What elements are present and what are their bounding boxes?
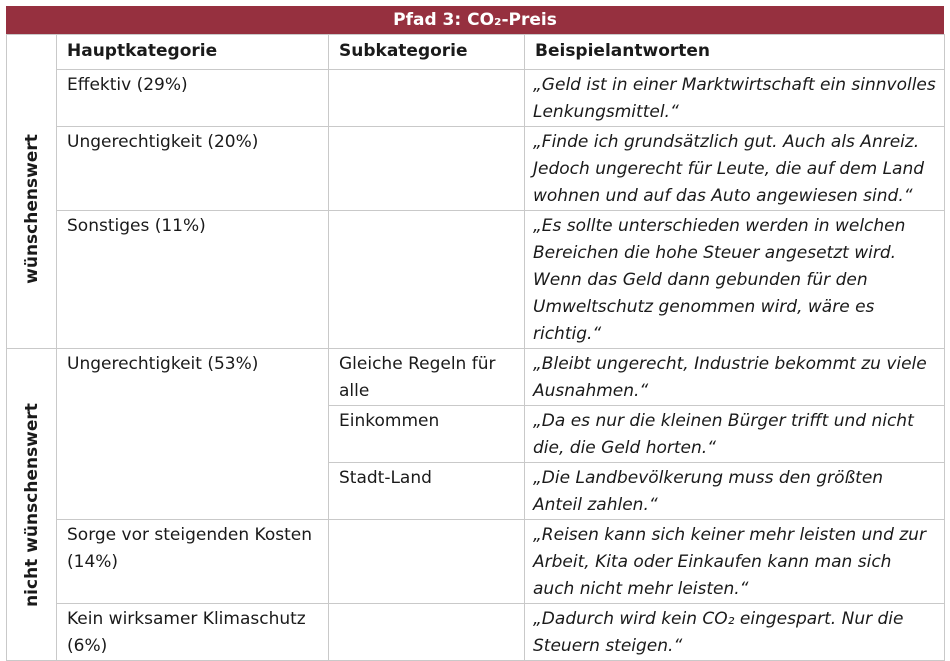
group-label-nicht-wuenschenswert: nicht wünschenswert: [21, 402, 42, 607]
beispielantwort-cell: „Die Landbevölkerung muss den größten Anteil zahlen.“: [525, 463, 945, 520]
subkategorie-cell: [329, 604, 525, 661]
beispielantwort-cell: „Finde ich grundsätzlich gut. Auch als Anreiz. Jedoch ungerecht für Leute, die auf dem Land wohnen und auf das Auto angewiesen sind.“: [525, 127, 945, 211]
table-row: [7, 70, 945, 127]
header-row: [7, 35, 945, 70]
subkategorie-cell: Stadt-Land: [329, 463, 525, 520]
table-row: [7, 211, 945, 349]
beispielantwort-cell: „Bleibt ungerecht, Industrie bekommt zu viele Ausnahmen.“: [525, 349, 945, 406]
group-label-cell: [7, 349, 57, 661]
table-row: [7, 127, 945, 211]
header-subkategorie: Subkategorie: [329, 35, 525, 70]
header-beispielantworten: Beispielantworten: [525, 35, 945, 70]
beispielantwort-cell: „Geld ist in einer Marktwirtschaft ein sinnvolles Lenkungsmittel.“: [525, 70, 945, 127]
subkategorie-cell: [329, 70, 525, 127]
beispielantwort-cell: „Dadurch wird kein CO₂ eingespart. Nur die Steuern steigen.“: [525, 604, 945, 661]
category-table: [6, 34, 945, 661]
subkategorie-cell: [329, 211, 525, 349]
subkategorie-cell: Einkommen: [329, 406, 525, 463]
group-label-wuenschenswert: wünschenswert: [21, 133, 42, 284]
table-row: [7, 349, 945, 406]
beispielantwort-cell: [525, 211, 945, 349]
header-hauptkategorie: Hauptkategorie: [57, 35, 329, 70]
table-container: [6, 6, 944, 661]
table-title: Pfad 3: CO₂-Preis: [6, 6, 944, 34]
subkategorie-cell: [329, 127, 525, 211]
quote-line: Wenn das Geld dann gebunden für den Umweltschutz genommen wird, wäre es richtig.“: [533, 270, 875, 344]
hauptkategorie-cell: Effektiv (29%): [57, 70, 329, 127]
hauptkategorie-cell: Ungerechtigkeit (20%): [57, 127, 329, 211]
beispielantwort-cell: „Reisen kann sich keiner mehr leisten und zur Arbeit, Kita oder Einkaufen kann man sich auch nicht mehr leisten.“: [525, 520, 945, 604]
hauptkategorie-cell: Sorge vor steigenden Kosten (14%): [57, 520, 329, 604]
subkategorie-cell: [329, 520, 525, 604]
subkategorie-cell: Gleiche Regeln für alle: [329, 349, 525, 406]
group-label-cell: [7, 70, 57, 349]
table-row: [7, 604, 945, 661]
hauptkategorie-cell: Kein wirksamer Klimaschutz (6%): [57, 604, 329, 661]
hauptkategorie-cell: Ungerechtigkeit (53%): [57, 349, 329, 520]
hauptkategorie-cell: Sonstiges (11%): [57, 211, 329, 349]
beispielantwort-cell: „Da es nur die kleinen Bürger trifft und nicht die, die Geld horten.“: [525, 406, 945, 463]
table-row: [7, 520, 945, 604]
corner-cell: [7, 35, 57, 70]
quote-line: „Es sollte unterschieden werden in welchen Bereichen die hohe Steuer angesetzt wird.: [533, 216, 906, 263]
